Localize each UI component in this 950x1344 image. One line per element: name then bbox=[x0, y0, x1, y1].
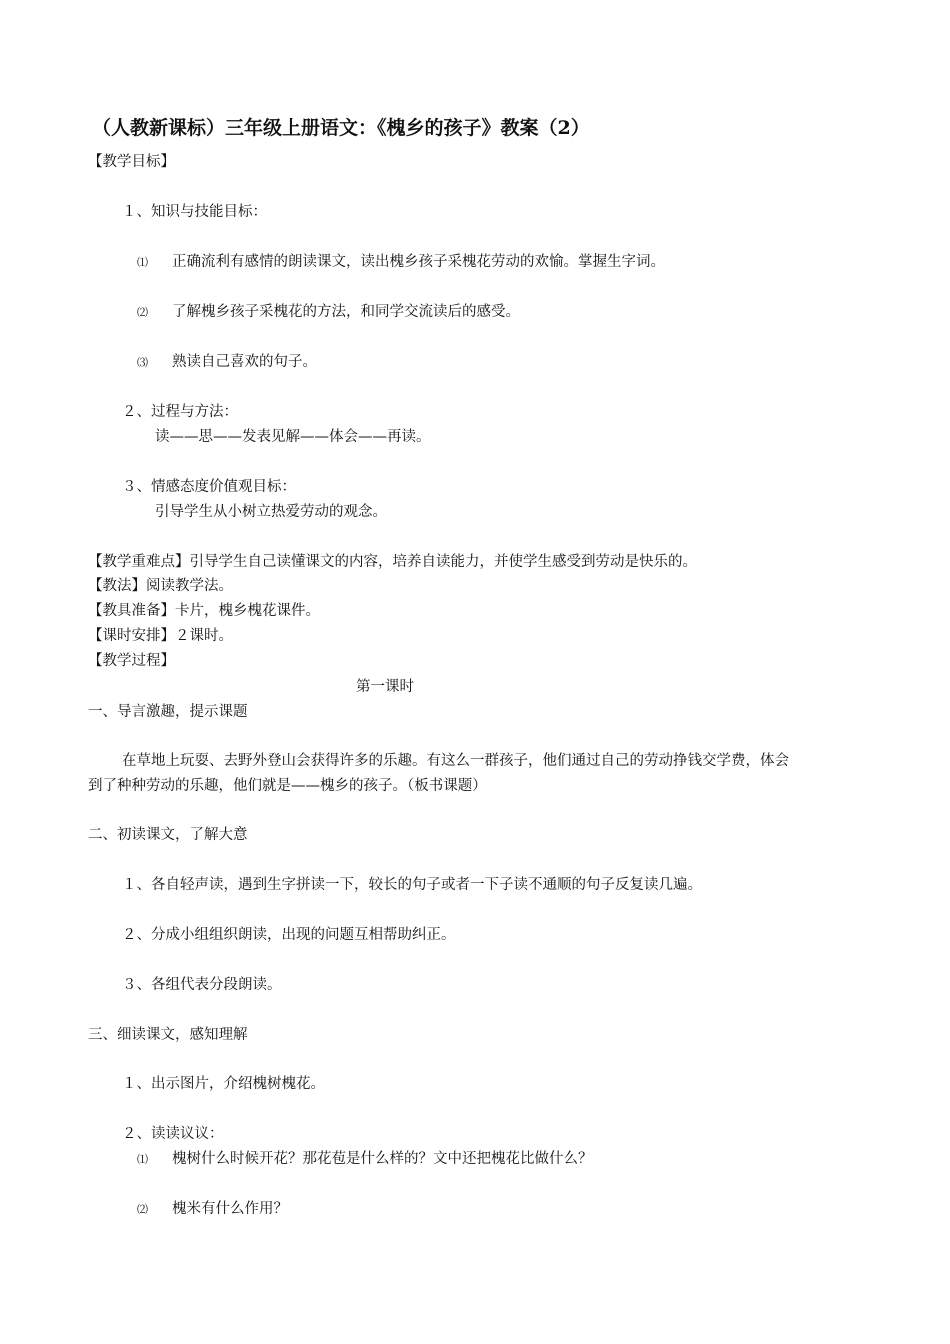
process-method-text: 读——思——发表见解——体会——再读。 bbox=[155, 429, 431, 445]
teaching-method-line bbox=[88, 577, 233, 595]
question-1-number: ⑴ bbox=[137, 1153, 148, 1166]
knowledge-item-2-number: ⑵ bbox=[137, 306, 148, 319]
section-1-paragraph-line-2: 到了种种劳动的乐趣，他们就是——槐乡的孩子。（板书课题） bbox=[88, 778, 487, 794]
question-1: 槐树什么时候开花？那花苞是什么样的？文中还把槐花比做什么？ bbox=[172, 1151, 593, 1167]
section-2-item-2: ２、分成小组组织朗读，出现的问题互相帮助纠正。 bbox=[122, 927, 456, 943]
teaching-method-text: 阅读教学法。 bbox=[146, 578, 233, 594]
knowledge-item-2: 了解槐乡孩子采槐花的方法，和同学交流读后的感受。 bbox=[172, 304, 520, 320]
teaching-tools-label: 【教具准备】 bbox=[88, 603, 175, 619]
objectives-heading: 【教学目标】 bbox=[88, 154, 175, 170]
knowledge-item-1: 正确流利有感情的朗读课文，读出槐乡孩子采槐花劳动的欢愉。掌握生字词。 bbox=[172, 254, 665, 270]
section-2-item-3: ３、各组代表分段朗读。 bbox=[122, 977, 282, 993]
class-schedule-line bbox=[88, 627, 233, 645]
section-2-item-1: １、各自轻声读，遇到生字拼读一下，较长的句子或者一下子读不通顺的句子反复读几遍。 bbox=[122, 877, 702, 893]
process-method-heading: ２、过程与方法： bbox=[122, 404, 238, 420]
lesson-one-heading: 第一课时 bbox=[356, 679, 414, 695]
knowledge-skill-heading: １、知识与技能目标： bbox=[122, 204, 267, 220]
class-schedule-label: 【课时安排】 bbox=[88, 628, 175, 644]
key-difficulty-line bbox=[88, 553, 697, 571]
question-2: 槐米有什么作用？ bbox=[172, 1201, 288, 1217]
key-difficulty-text: 引导学生自己读懂课文的内容，培养自读能力，并使学生感受到劳动是快乐的。 bbox=[189, 554, 697, 570]
knowledge-item-1-number: ⑴ bbox=[137, 256, 148, 269]
section-2-heading: 二、初读课文，了解大意 bbox=[88, 827, 248, 843]
section-1-heading: 一、导言激趣，提示课题 bbox=[88, 704, 248, 720]
teaching-tools-line bbox=[88, 602, 320, 620]
teaching-process-heading: 【教学过程】 bbox=[88, 653, 175, 669]
document-title: （人教新课标）三年级上册语文：《槐乡的孩子》教案（2） bbox=[92, 117, 590, 139]
section-3-item-2: ２、读读议议： bbox=[122, 1126, 224, 1142]
question-2-number: ⑵ bbox=[137, 1203, 148, 1216]
section-3-heading: 三、细读课文，感知理解 bbox=[88, 1027, 248, 1043]
emotion-value-text: 引导学生从小树立热爱劳动的观念。 bbox=[155, 504, 387, 520]
class-schedule-text: ２课时。 bbox=[175, 628, 233, 644]
emotion-value-heading: ３、情感态度价值观目标： bbox=[122, 479, 296, 495]
teaching-method-label: 【教法】 bbox=[88, 578, 146, 594]
knowledge-item-3: 熟读自己喜欢的句子。 bbox=[172, 354, 317, 370]
section-1-paragraph-line-1: 在草地上玩耍、去野外登山会获得许多的乐趣。有这么一群孩子，他们通过自己的劳动挣钱交学费，体会 bbox=[122, 753, 789, 769]
knowledge-item-3-number: ⑶ bbox=[137, 356, 148, 369]
section-3-item-1: １、出示图片，介绍槐树槐花。 bbox=[122, 1076, 325, 1092]
teaching-tools-text: 卡片，槐乡槐花课件。 bbox=[175, 603, 320, 619]
key-difficulty-label: 【教学重难点】 bbox=[88, 554, 190, 570]
